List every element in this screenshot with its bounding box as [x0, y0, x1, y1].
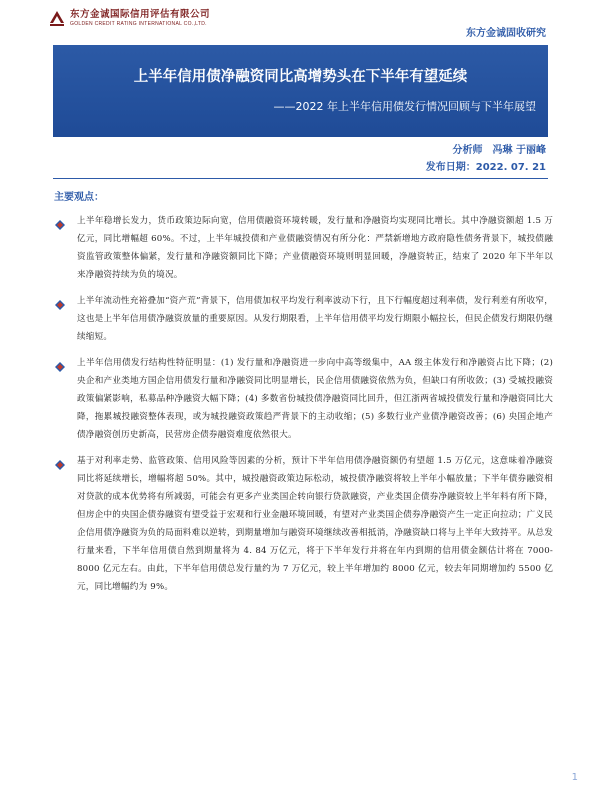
research-label: 东方金诚固收研究: [466, 28, 546, 39]
key-points-list: [55, 212, 553, 604]
bullet-diamond-icon: [55, 357, 65, 367]
key-point-text: 上半年流动性充裕叠加“资产荒”背景下，信用债加权平均发行利率波动下行，且下行幅度超过利率债，发行利差有所收窄，这也是上半年信用债净融资放量的重要原因。从发行期限看，上半年信用债平均发行期限小幅拉长，但民企债发行期限仍继续缩短。: [77, 296, 553, 342]
divider: [53, 178, 548, 179]
publish-date: 发布日期：2022. 07. 21: [425, 162, 546, 173]
bullet-diamond-icon: [55, 455, 65, 465]
logo-text-cn: 东方金诚国际信用评估有限公司: [70, 9, 211, 20]
key-point-text: 上半年稳增长发力，货币政策边际向宽，信用债融资环境转暖，发行量和净融资均实现同比增长。其中净融资额超 1.5 万亿元，同比增幅超 60%。不过，上半年城投债和产业债融资情况有所分化：严禁新增地方政府隐性债务背景下，城投债融资监管政策整体偏紧，发行量和净融资额同比下降；产业债融资环境则明显回暖，净融资转正，结束了 2020 年下半年以来净融资持续为负的境况。: [77, 216, 553, 280]
key-point: [55, 212, 553, 284]
bullet-diamond-icon: [55, 295, 65, 305]
analyst-line: 分析师 冯琳 于丽峰: [452, 145, 546, 156]
key-point-text: 上半年信用债发行结构性特征明显：(1) 发行量和净融资进一步向中高等级集中，AA 级主体发行和净融资占比下降；(2) 央企和产业类地方国企信用债发行量和净融资同比明显增长，民企信用债融资依然为负，但缺口有所收敛；(3) 受城投融资政策偏紧影响，私募品种净融资大幅下降；(4) 多数省份城投债净融资同比回升，但江浙两省城投债发行量和净融资同比大降，拖累城投融资整体表现，或为城投融资政策趋严背景下的主动收缩；(5) 多数行业产业债净融资改善；(6) 央国企地产债净融资创历史新高，民营房企债券融资难度依然很大。: [77, 358, 553, 440]
key-point-text: 基于对利率走势、监管政策、信用风险等因素的分析，预计下半年信用债净融资额仍有望超 1.5 万亿元，这意味着净融资同比将延续增长，增幅将超 50%。其中，城投融资政策边际松动，城投债净融资将较上半年小幅放量；下半年债券融资相对贷款的成本优势将有所减弱，可能会有更多产业类国企转向银行贷款融资，产业类国企债券净融资较上半年料有所下降，但房企中的央国企债券融资有望受益于宏观和行业金融环境回暖，有望对产业类国企债券净融资产生一定正向拉动；广义民企信用债净融资为负的局面料难以逆转，到期量增加与融资环境继续改善相抵消，净融资缺口将与上半年大致持平。从总发行量来看，下半年信用债自然到期量将为 4. 84 万亿元，将于下半年发行并将在年内到期的信用债金额估计将在 7000-8000 亿元左右。由此，下半年信用债总发行量约为 7 万亿元，较上半年增加约 8000 亿元，较去年同期增加约 5500 亿元，同比增幅约为 9%。: [77, 456, 553, 592]
report-subtitle: ——2022 年上半年信用债发行情况回顾与下半年展望: [273, 100, 536, 113]
key-point: [55, 292, 553, 346]
logo-emblem-icon: [48, 9, 66, 27]
page-number: 1: [571, 772, 578, 783]
company-logo: [48, 9, 258, 35]
title-banner: [53, 45, 548, 137]
logo-text-en: GOLDEN CREDIT RATING INTERNATIONAL CO.,LTD.: [70, 21, 207, 27]
page-header: [0, 0, 600, 44]
section-title: 主要观点：: [54, 192, 104, 203]
key-point: [55, 354, 553, 444]
report-title: 上半年信用债净融资同比高增势头在下半年有望延续: [133, 69, 468, 85]
bullet-diamond-icon: [55, 215, 65, 225]
key-point: [55, 452, 553, 596]
